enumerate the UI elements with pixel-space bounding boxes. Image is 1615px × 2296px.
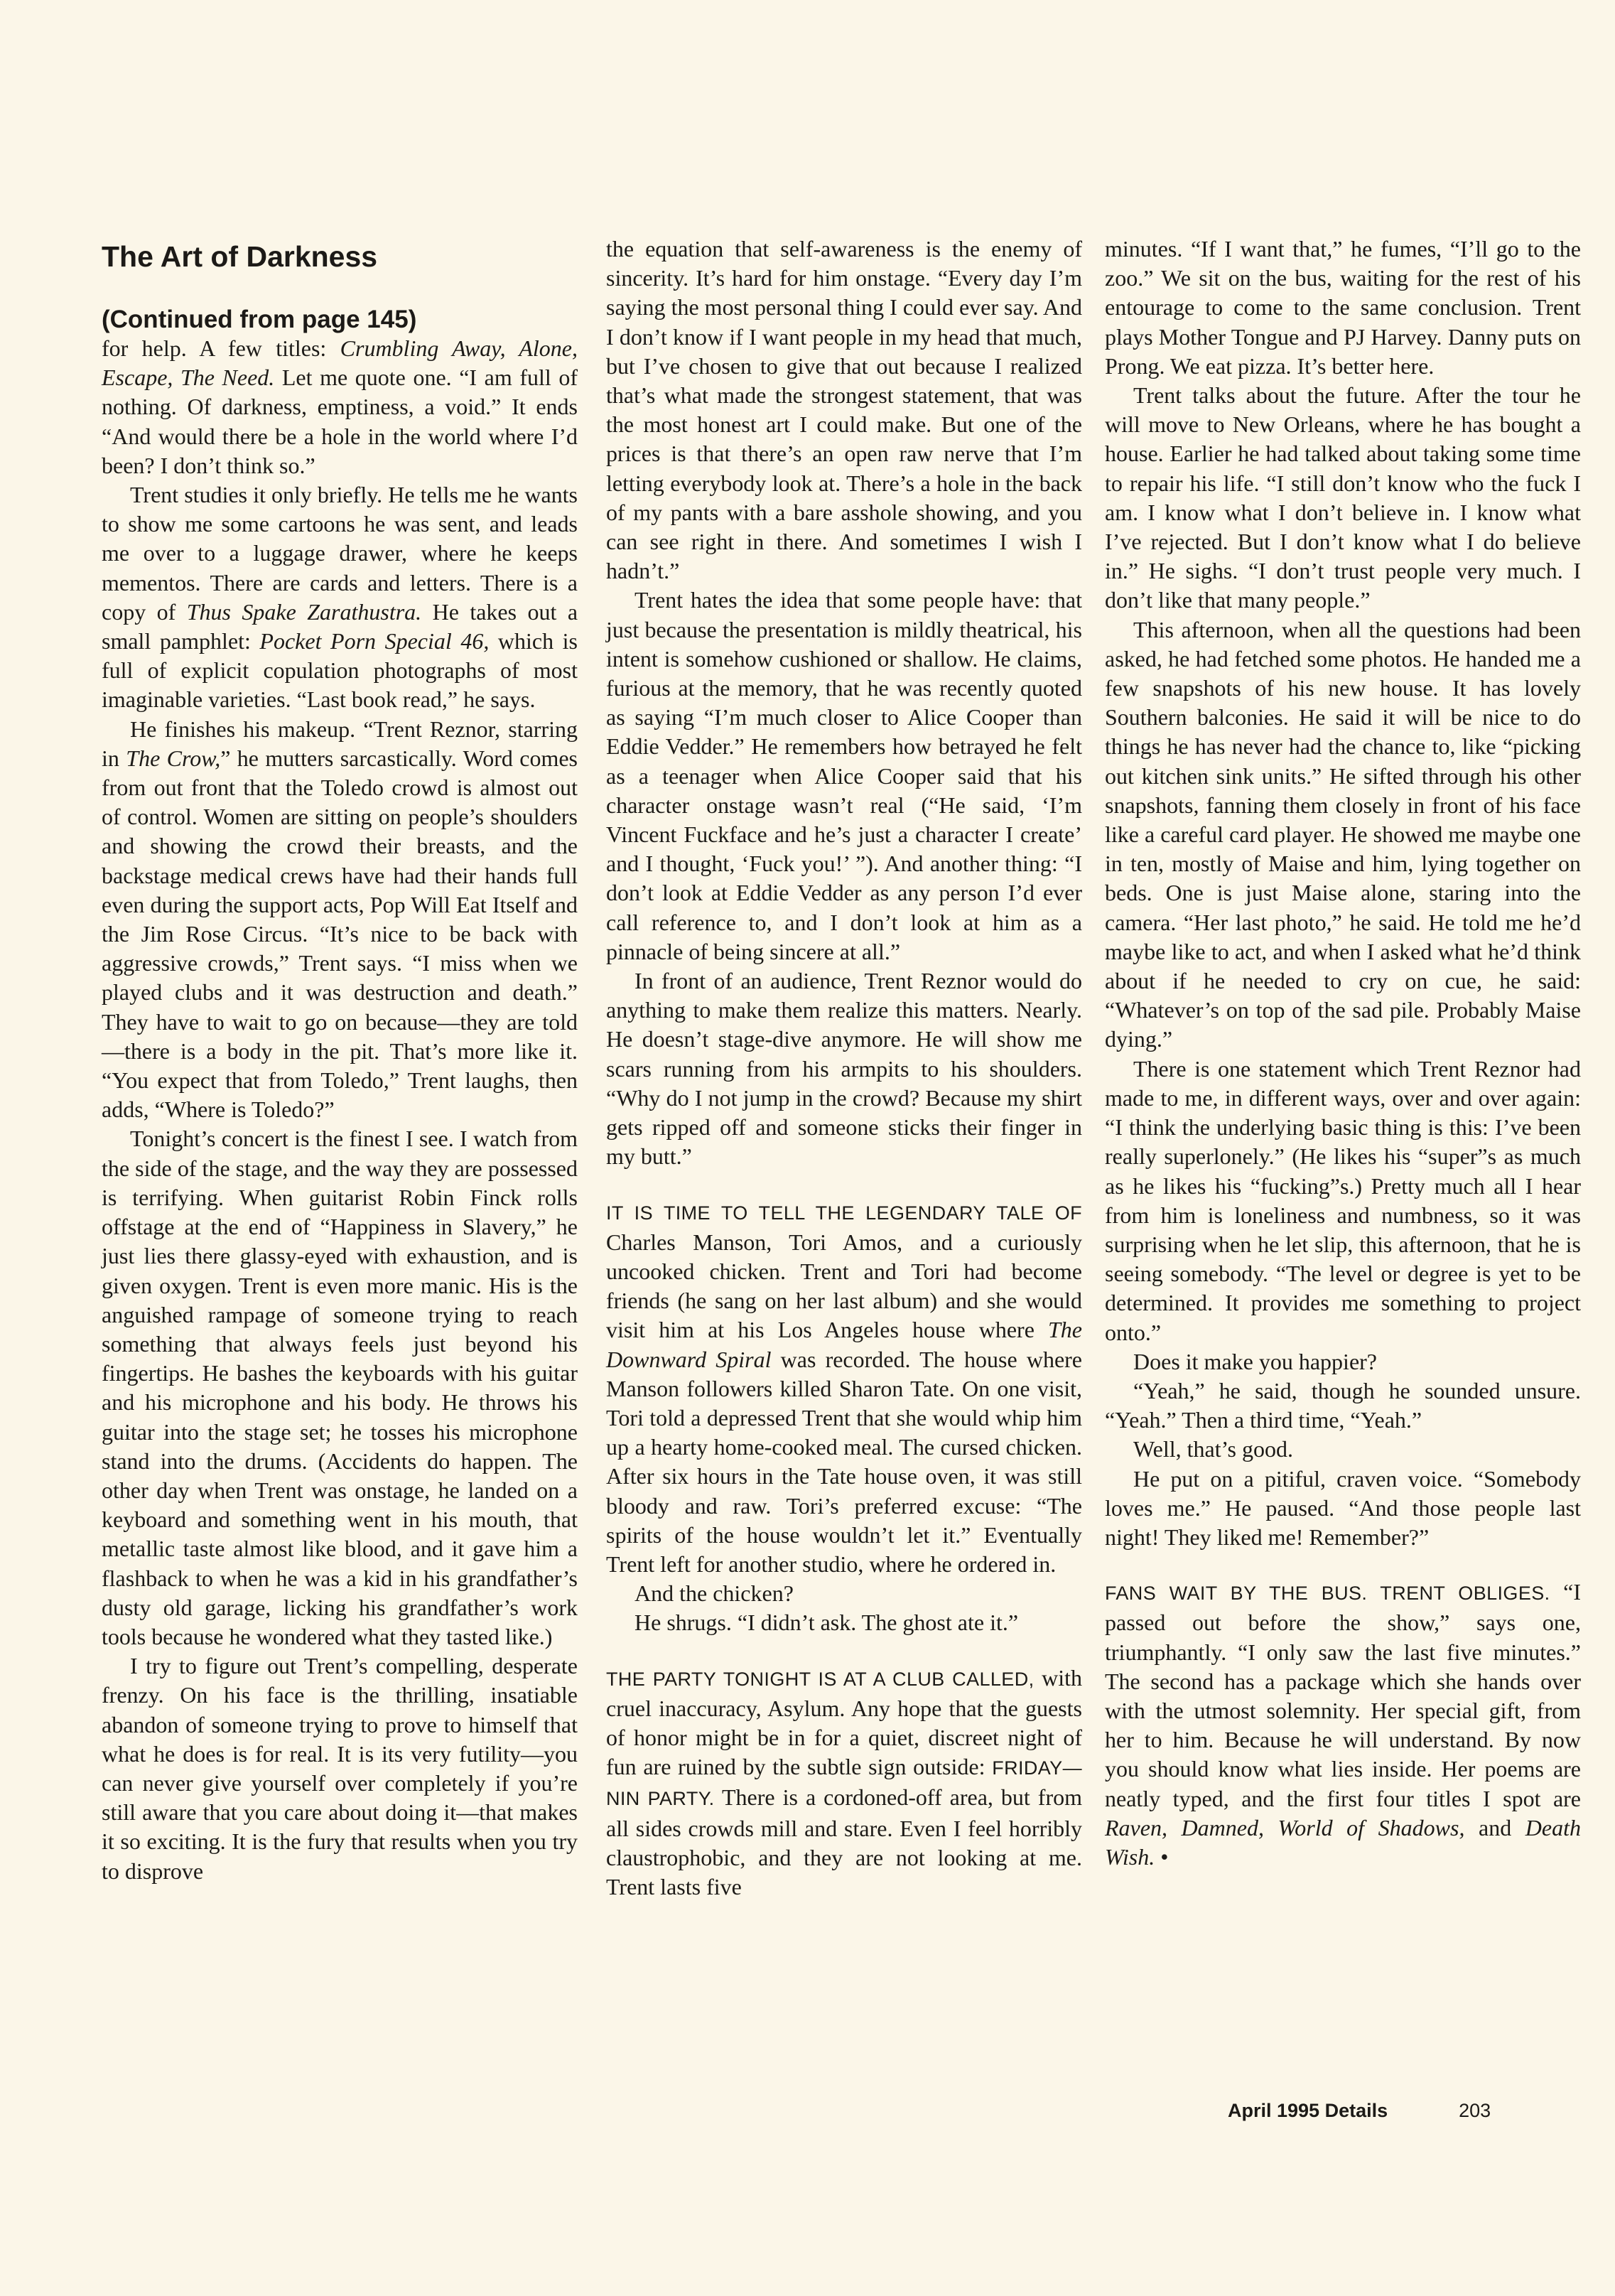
article-title: The Art of Darkness <box>102 240 378 273</box>
section-lede: IT IS TIME TO TELL THE LEGENDARY TALE OF <box>606 1202 1082 1224</box>
paragraph: Trent talks about the future. After the tour he will move to New Orleans, where he has bought a house. Earlier he had talked about taking some time to repair his life. “I still don’t know who the fuck I am. I know what I don’t believe in. I know what I’ve rejected. But I don’t know what I do believe in.” He sighs. “I don’t trust people very much. I don’t like that many people.” <box>1105 382 1581 613</box>
continued-line: (Continued from page 145) <box>102 306 417 333</box>
paragraph: In front of an audience, Trent Reznor would do anything to make them realize this matters. Nearly. He doesn’t stage-dive anymore. He will show me scars running from his armpits to his shoulders. “Why do I not jump in the crowd? Because my shirt gets ripped off and someone sticks their finger in my butt.” <box>606 968 1082 1170</box>
section-paragraph: IT IS TIME TO TELL THE LEGENDARY TALE OF Charles Manson, Tori Amos, and a curiously uncooked chicken. Trent and Tori had become friends (he sang on her last album) and she would visit him at his Los Angeles house where The Downward Spiral was recorded. The house where Manson followers killed Sharon Tate. On one visit, Tori told a depressed Trent that she would whip him up a hearty home-cooked meal. The cursed chicken. After six hours in the Tate house oven, it was still bloody and raw. Tori’s preferred excuse: “The spirits of the house wouldn’t let it.” Eventually Trent left for another studio, where he ordered in. <box>606 1202 1083 1577</box>
paragraph: for help. A few titles: Crumbling Away, Alone, Escape, The Need. Let me quote one. “I am full of nothing. Of darkness, emptiness, a void.” It ends “And would there be a hole in the world where I’d been? I don’t think so.” <box>102 335 578 478</box>
column-3 <box>1105 235 1581 1872</box>
column-2 <box>606 235 1082 1902</box>
page-number: 203 <box>1459 2100 1491 2121</box>
paragraph: minutes. “If I want that,” he fumes, “I’ll go to the zoo.” We sit on the bus, waiting for the rest of his entourage to come to the same conclusion. Trent plays Mother Tongue and PJ Harvey. Danny puts on Prong. We eat pizza. It’s better here. <box>1105 236 1581 379</box>
section-lede: FANS WAIT BY THE BUS. TRENT OBLIGES. <box>1105 1583 1550 1605</box>
paragraph: There is one statement which Trent Reznor had made to me, in different ways, over and over again: “I think the underlying basic thing is this: I’ve been really superlonely.” (He likes his “super”s as much as he likes his “fucking”s.) Pretty much all I hear from him is loneliness and numbness, so it was surprising when he let slip, this afternoon, that he is seeing somebody. “The level or degree is yet to be determined. It provides me something to project onto.” <box>1105 1055 1581 1345</box>
section-lede: THE PARTY TONIGHT IS AT A CLUB CALLED, <box>606 1668 1035 1690</box>
paragraph: And the chicken? <box>634 1580 794 1607</box>
paragraph: He put on a pitiful, craven voice. “Somebody loves me.” He paused. “And those people last night! They liked me! Remember?” <box>1105 1465 1581 1550</box>
sign-text: FRIDAY—NIN PARTY. <box>606 1757 1082 1810</box>
section-paragraph: THE PARTY TONIGHT IS AT A CLUB CALLED, with cruel inaccuracy, Asylum. Any hope that the guests of honor might be in for a quiet, discreet night of fun are ruined by the subtle sign outside: FRIDAY—NIN PARTY. There is a cordoned-off area, but from all sides crowds mill and stare. Even I feel horribly claustrophobic, and they are not looking at me. Trent lasts five <box>606 1664 1083 1899</box>
paragraph: the equation that self-awareness is the enemy of sincerity. It’s hard for him onstage. “Every day I’m saying the most personal thing I could ever say. And I don’t know if I want people in my head that much, but I’ve chosen to give that out because I realized that’s what made the strongest statement, that was the most honest art I could make. But one of the prices is that there’s an open raw nerve that I’m letting everybody look at. There’s a hole in the back of my pants with a bare asshole showing, and you can see right in there. And sometimes I wish I hadn’t.” <box>606 236 1082 584</box>
paragraph: He finishes his makeup. “Trent Reznor, starring in The Crow,” he mutters sarcastically. Word comes from out front that the Toledo crowd is almost out of control. Women are sitting on people’s shoulders and showing the crowd their breasts, and the backstage medical crews have had their hands full even during the support acts, Pop Will Eat Itself and the Jim Rose Circus. “It’s nice to be back with aggressive crowds,” Trent says. “I miss when we played clubs and it was destruction and death.” They have to wait to go on because—they are told—there is a body in the pit. That’s more like it. “You expect that from Toledo,” Trent laughs, then adds, “Where is Toledo?” <box>102 716 578 1123</box>
section-paragraph: FANS WAIT BY THE BUS. TRENT OBLIGES. “I passed out before the show,” says one, triumphantly. “I only saw the last five minutes.” The second has a package which she hands over with the utmost solemnity. Her special gift, from her to him. Because he will understand. By now you should know what lies inside. Her poems are neatly typed, and the first four titles I spot are Raven, Damned, World of Shadows, and Death Wish. • <box>1105 1579 1581 1870</box>
issue-label: April 1995 Details <box>1228 2100 1388 2121</box>
paragraph: Trent studies it only briefly. He tells me he wants to show me some cartoons he was sent, and leads me over to a luggage drawer, where he keeps mementos. There are cards and letters. There is a copy of Thus Spake Zarathustra. He takes out a small pamphlet: Pocket Porn Special 46, which is full of explicit copulation photographs of most imaginable varieties. “Last book read,” he says. <box>102 482 578 713</box>
column-1 <box>102 235 578 1886</box>
paragraph: Does it make you happier? <box>1133 1348 1377 1374</box>
paragraph: Tonight’s concert is the finest I see. I watch from the side of the stage, and the way they are possessed is terrifying. When guitarist Robin Finck rolls offstage at the end of “Happiness in Slavery,” he just lies there glassy-eyed with exhaustion, and is given oxygen. Trent is even more manic. His is the anguished rampage of someone trying to reach something that always feels just beyond his fingertips. He bashes the keyboards with his guitar and his microphone and his body. He throws his guitar into the stage set; he tosses his microphone stand into the drums. (Accidents do happen. The other day when Trent was onstage, he landed on a keyboard and something went in his mouth, that metallic taste almost like blood, and it gave him a flashback to when he was a kid in his grandfather’s dusty old garage, licking his grandfather’s work tools because he wondered what they tasted like.) <box>102 1126 578 1649</box>
paragraph: “Yeah,” he said, though he sounded unsure. “Yeah.” Then a third time, “Yeah.” <box>1105 1377 1581 1433</box>
paragraph: He shrugs. “I didn’t ask. The ghost ate it.” <box>634 1610 1019 1636</box>
paragraph: Trent hates the idea that some people have: that just because the presentation is mildly theatrical, his intent is somehow cushioned or shallow. He claims, furious at the memory, that he was recently quoted as saying “I’m much closer to Alice Cooper than Eddie Vedder.” He remembers how betrayed he felt as a teenager when Alice Cooper said that his character onstage wasn’t real (“He said, ‘I’m Vincent Fuckface and he’s just a character I create’ and I thought, ‘Fuck you!’ ”). And another thing: “I don’t look at Eddie Vedder as any person I’d ever call reference to, and I don’t look at him as a pinnacle of being sincere at all.” <box>606 587 1082 964</box>
paragraph: This afternoon, when all the questions had been asked, he had fetched some photos. He handed me a few snapshots of his new house. It has lovely Southern balconies. He said it will be nice to do things he has never had the chance to, like “picking out kitchen sink units.” He sifted through his other snapshots, fanning them closely in front of his face like a careful card player. He showed me maybe one in ten, mostly of Maise and him, lying together on beds. One is just Maise alone, staring into the camera. “Her last photo,” he said. He told me he’d maybe like to act, and when I asked what he’d think about if he needed to cry on cue, he said: “Whatever’s on top of the sad pile. Probably Maise dying.” <box>1105 616 1581 1052</box>
paragraph: Well, that’s good. <box>1133 1436 1293 1462</box>
paragraph: I try to figure out Trent’s compelling, desperate frenzy. On his face is the thrilling, insatiable abandon of someone trying to prove to himself that what he does is for real. It is its very futility—you can never give yourself over completely if you’re still aware that you care about doing it—that makes it so exciting. It is the fury that results when you try to disprove <box>102 1653 578 1884</box>
page-footer <box>1228 2100 1491 2122</box>
